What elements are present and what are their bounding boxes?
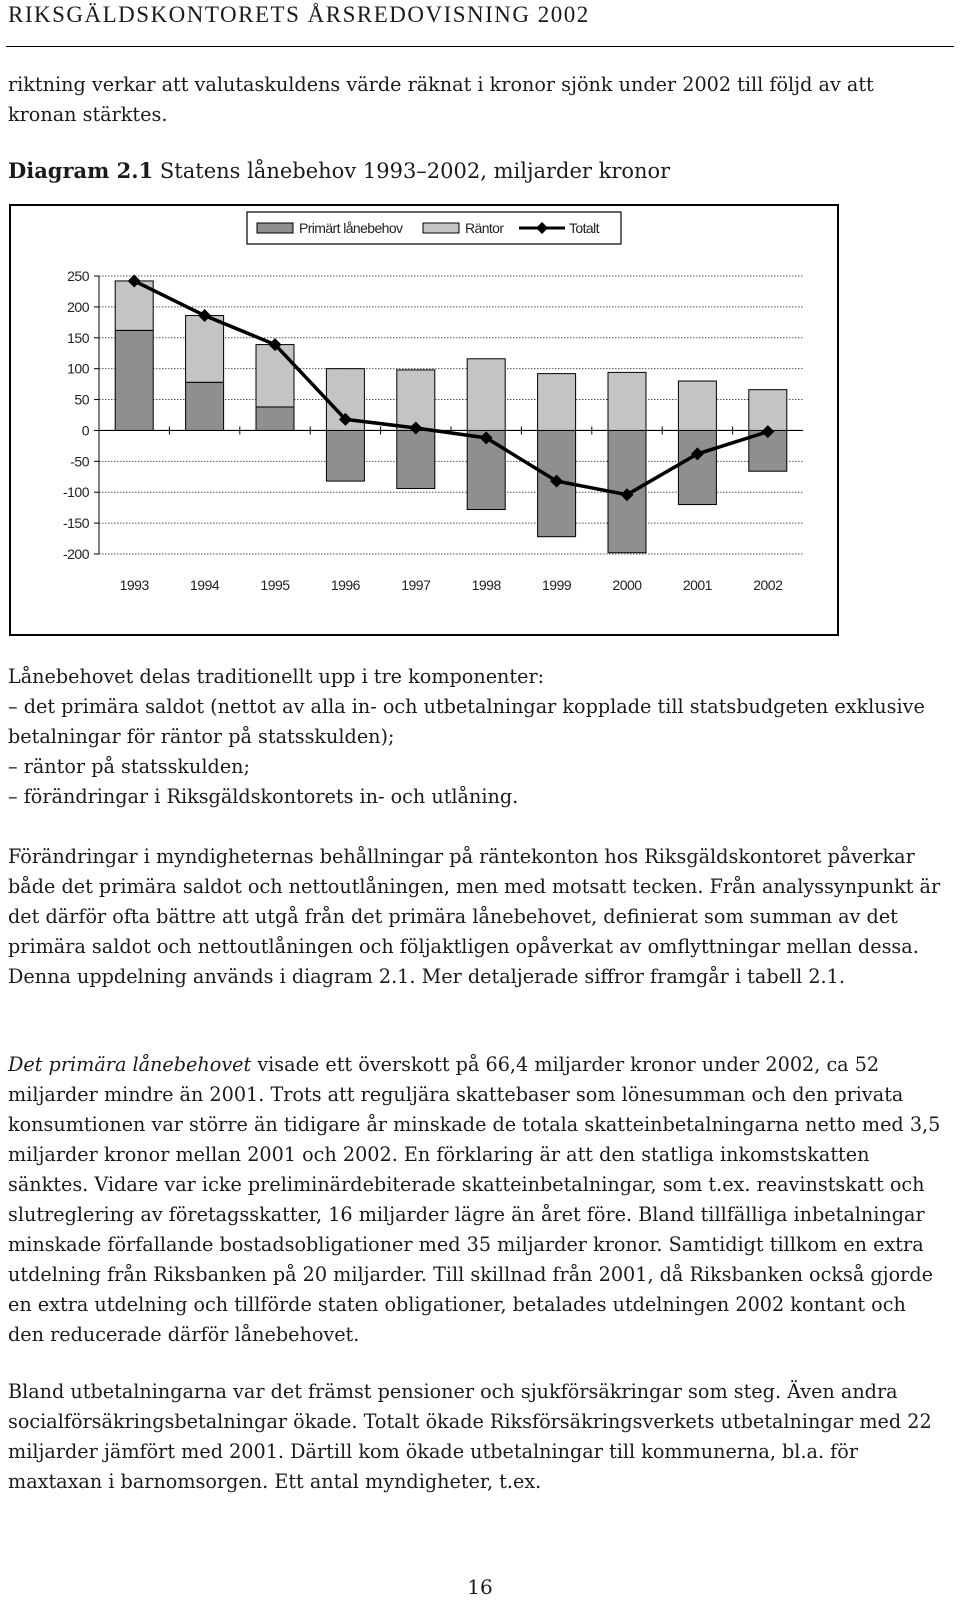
bar-primary-2001 [678,430,716,504]
component-item: – förändringar i Riksgäldskontorets in- och utlåning. [8,785,519,808]
y-tick-label: 150 [67,329,89,346]
bar-interest-1994 [186,316,224,383]
legend-label-total: Totalt [569,220,599,236]
bar-interest-2000 [608,372,646,430]
x-tick-label: 1995 [260,577,290,593]
figure-title: Statens lånebehov 1993–2002, miljarder kronor [159,159,671,183]
y-tick-label: 50 [74,391,89,408]
chart-frame [9,204,839,636]
bar-interest-1997 [397,370,435,431]
bar-primary-1997 [397,430,435,488]
bar-interest-2001 [678,381,716,430]
intro-paragraph: riktning verkar att valutaskuldens värde räknat i kronor sjönk under 2002 till följd av att kronan stärktes. [8,73,874,126]
bar-interest-1995 [256,345,294,407]
figure-caption [8,156,943,186]
page-number: 16 [467,1575,493,1599]
x-tick-label: 1993 [119,577,149,593]
body-paragraph-4: Bland utbetalningarna var det främst pensioner och sjukförsäkringar som steg. Även andra socialförsäkringsbetalningar ökade. Totalt ökade Riksförsäkringsverkets utbetalningar med 22 miljarder jämfört med 2001. Därtill kom ökade utbetalningar till kommunerna, bl.a. för maxtaxan i barnomsorgen. Ett antal myndigheter, t.ex. [8,1380,932,1493]
legend-label-interest: Räntor [465,220,504,236]
y-tick-label: 250 [67,268,89,284]
components-intro: Lånebehovet delas traditionellt upp i tre komponenter: [8,665,545,688]
x-tick-label: 1998 [471,577,501,593]
y-tick-label: 100 [67,360,89,377]
y-tick-label: 200 [67,298,89,315]
bar-primary-1995 [256,407,294,430]
loan-requirement-chart [11,206,837,634]
component-item: – räntor på statsskulden; [8,755,250,778]
bar-interest-1998 [467,359,505,431]
x-tick-label: 2002 [753,577,783,593]
term-primary-loan: Det primära lånebehovet [8,1053,252,1076]
x-tick-label: 2001 [682,577,712,593]
y-tick-label: -50 [70,453,89,470]
x-tick-label: 1999 [542,577,572,593]
y-tick-label: 0 [81,422,89,439]
bar-interest-2002 [749,390,787,431]
bar-interest-1999 [538,374,576,431]
body-paragraph-2: Förändringar i myndigheternas behållningar på räntekonton hos Riksgäldskontoret påverkar både det primära saldot och nettoutlåningen, men med motsatt tecken. Från analyssynpunkt är det därför ofta bättre att utgå från det primära lånebehovet, definierat som summan av det primära saldot och nettoutlåningen och följaktligen opåverkat av omflyttningar mellan dessa. Denna uppdelning används i diagram 2.1. Mer detaljerade siffror framgår i tabell 2.1. [8,845,941,988]
x-tick-label: 1997 [401,577,431,593]
figure-label: Diagram 2.1 [8,158,154,183]
paragraph-3-text: visade ett överskott på 66,4 miljarder kronor under 2002, ca 52 miljarder mindre än 2001. Trots att reguljära skattebaser som lönesumman och den privata konsumtionen var större än tidigare år minskade de totala skatteinbetalningarna netto med 3,5 miljarder kronor mellan 2001 och 2002. En förklaring är att den statliga inkomstskatten sänktes. Vidare var icke preliminärdebiterade skatteinbetalningar, som t.ex. reavinstskatt och slutreglering av företagsskatter, 16 miljarder lägre än året före. Bland tillfälliga inbetalningar minskade förfallande bostadsobligationer med 35 miljarder kronor. Samtidigt tillkom en extra utdelning från Riksbanken på 20 miljarder. Till skillnad från 2001, då Riksbanken också gjorde en extra utdelning och tillförde staten obligationer, betalades utdelningen 2002 kontant och den reducerade därför lånebehovet. [8,1053,941,1346]
bar-primary-1994 [186,382,224,430]
page-header: RIKSGÄLDSKONTORETS ÅRSREDOVISNING 2002 [8,2,590,27]
legend-swatch-interest [423,223,459,233]
x-tick-label: 1994 [190,577,220,593]
legend-label-primary: Primärt lånebehov [299,220,403,236]
header-rule [6,46,954,47]
bar-primary-1996 [326,430,364,481]
body-paragraph-3 [8,1050,943,1350]
y-tick-label: -100 [62,484,89,501]
series-line-total [134,281,768,495]
y-tick-label: -200 [62,546,89,562]
x-tick-label: 2000 [612,577,642,593]
components-list [8,692,943,812]
component-item: – det primära saldot (nettot av alla in- och utbetalningar kopplade till statsbudgeten exklusive betalningar för räntor på statsskulden); [8,695,925,748]
bar-primary-1993 [115,330,153,430]
y-tick-label: -150 [62,515,89,532]
x-tick-label: 1996 [330,577,360,593]
legend-swatch-primary [257,223,293,233]
